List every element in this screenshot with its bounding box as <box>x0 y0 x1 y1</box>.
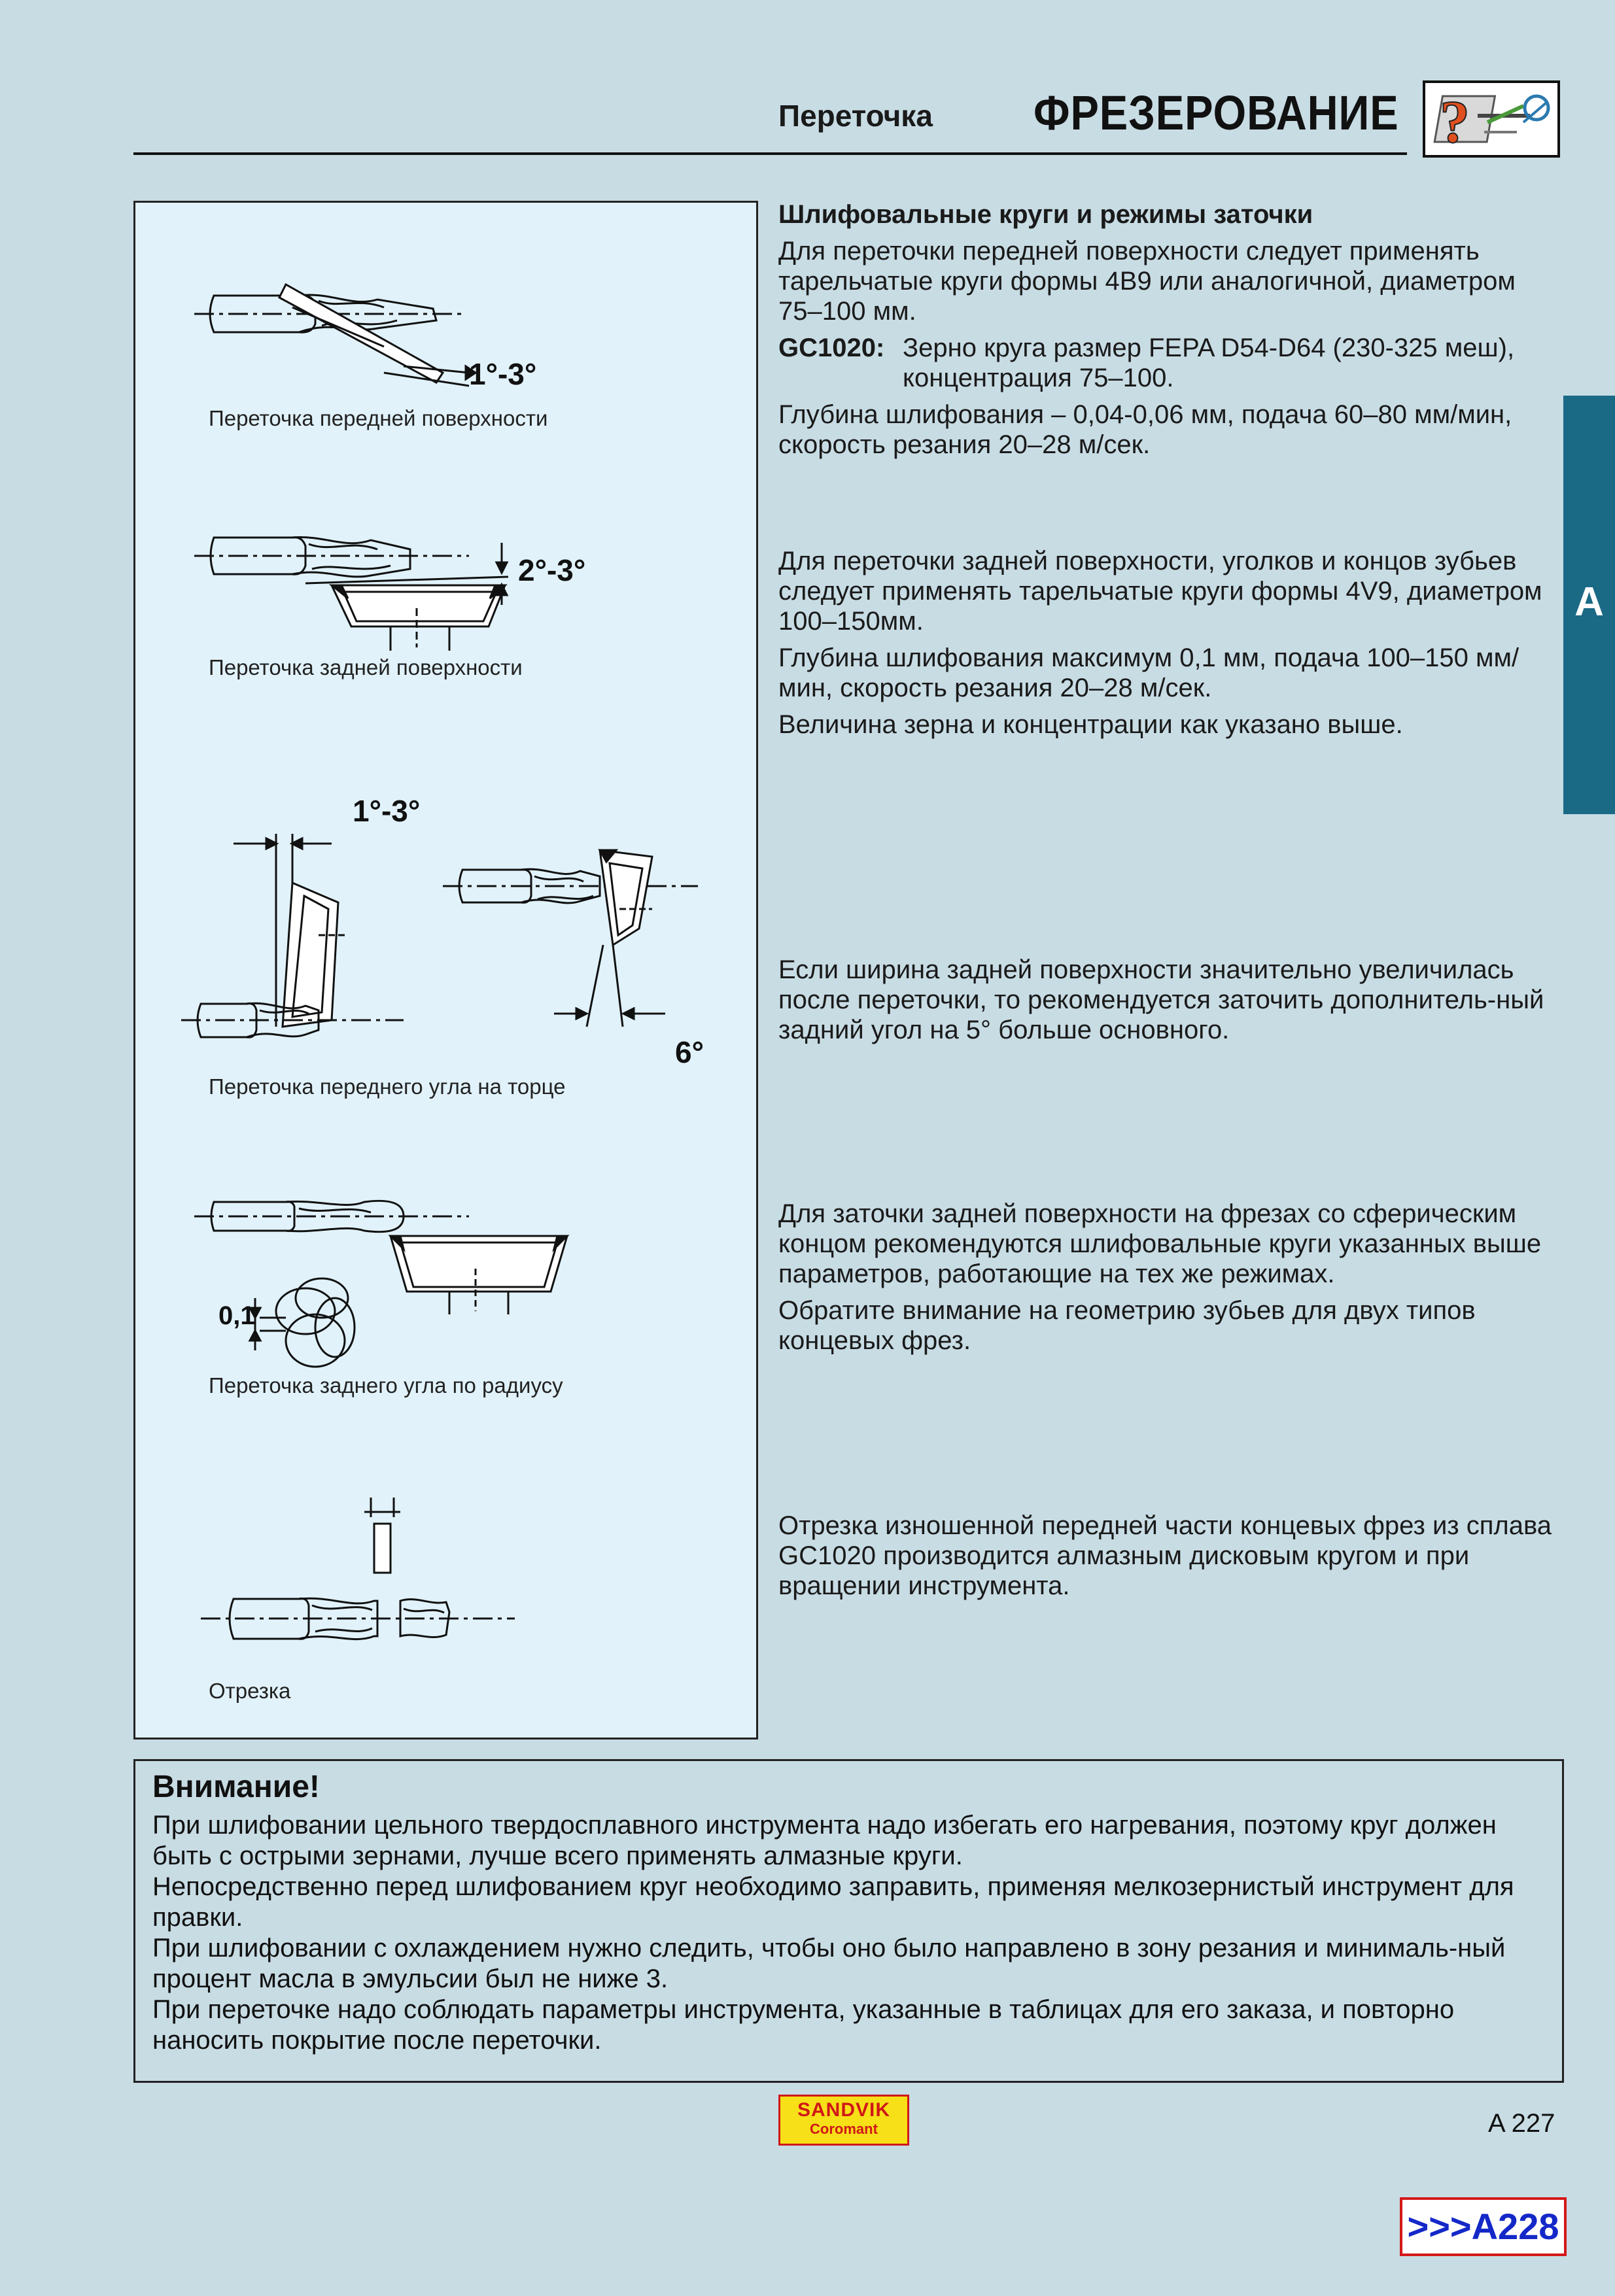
face-rake-angle-regrind-drawing <box>181 831 744 1086</box>
question-tools-icon <box>1423 80 1560 158</box>
figure-3-angle-top: 1°-3° <box>353 794 421 828</box>
rake-face-regrind-drawing <box>188 268 593 419</box>
grade-label: GC1020: <box>778 334 885 362</box>
figure-2-caption: Переточка задней поверхности <box>209 655 523 679</box>
warning-paragraph: При переточке надо соблюдать параметры инструмента, указанные в таблицах для его заказа, и повторно наносить покрытие после переточки. <box>152 1995 1455 2055</box>
text-section-1 <box>778 199 1563 466</box>
figure-panel <box>133 201 758 1739</box>
section-tab-letter: A <box>1574 579 1604 625</box>
section-subtitle: Переточка <box>778 99 933 133</box>
ball-nose-clearance-regrind-drawing <box>194 1190 665 1380</box>
logo-brand: SANDVIK <box>797 2099 890 2121</box>
text-section-3 <box>778 955 1563 1052</box>
figure-1-angle: 1°-3° <box>469 357 537 391</box>
warning-body <box>152 1810 1552 2056</box>
paragraph: Отрезка изношенной передней части концевых фрез из сплава GC1020 производится алмазным дисковым кругом и при вращении инструмента. <box>778 1511 1552 1600</box>
page-number: A 227 <box>1488 2109 1555 2138</box>
grade-description: Зерно круга размер FEPA D54-D64 (230-325 меш), концентрация 75–100. <box>903 334 1515 392</box>
paragraph: Глубина шлифования максимум 0,1 мм, подача 100–150 мм/мин, скорость резания 20–28 м/сек. <box>778 643 1519 702</box>
cutoff-drawing <box>201 1498 580 1661</box>
text-section-5 <box>778 1511 1563 1607</box>
paragraph: Глубина шлифования – 0,04-0,06 мм, подача 60–80 мм/мин, скорость резания 20–28 м/сек. <box>778 400 1512 459</box>
paragraph: Для переточки задней поверхности, уголков и концов зубьев следует применять тарельчатые круги формы 4V9, диаметром 100–150мм. <box>778 547 1542 636</box>
figure-3-caption: Переточка переднего угла на торце <box>209 1074 566 1099</box>
svg-text:?: ? <box>1440 88 1470 155</box>
warning-paragraph: Непосредственно перед шлифованием круг необходимо заправить, применяя мелкозернистый инструмент для правки. <box>152 1872 1514 1932</box>
page-title: ФРЕЗЕРОВАНИЕ <box>1033 86 1399 140</box>
logo-subbrand: Coromant <box>810 2121 878 2137</box>
header-divider <box>133 152 1407 155</box>
paragraph: Если ширина задней поверхности значительно увеличилась после переточки, то рекомендуется заточить дополнитель-ный задний угол на 5° больше основного. <box>778 955 1544 1044</box>
figure-4-caption: Переточка заднего угла по радиусу <box>209 1373 563 1397</box>
paragraph: Для заточки задней поверхности на фрезах со сферическим концом рекомендуются шлифовальные круги указанных выше параметров, работающие на тех же режимах. <box>778 1199 1542 1288</box>
paragraph: Величина зерна и концентрации как указано выше. <box>778 710 1403 739</box>
figure-4-dimension: 0,1 <box>218 1301 255 1330</box>
warning-paragraph: При шлифовании цельного твердосплавного инструмента надо избегать его нагревания, поэтому круг должен быть с острыми зернами, лучше всего применять алмазные круги. <box>152 1811 1497 1870</box>
section-heading: Шлифовальные круги и режимы заточки <box>778 200 1313 229</box>
paragraph: Обратите внимание на геометрию зубьев для двух типов концевых фрез. <box>778 1296 1476 1355</box>
figure-1-caption: Переточка передней поверхности <box>209 406 548 430</box>
text-section-4 <box>778 1199 1563 1362</box>
flank-face-regrind-drawing <box>194 517 639 660</box>
figure-2-angle: 2°-3° <box>518 553 586 587</box>
warning-title: Внимание! <box>152 1770 320 1804</box>
figure-5-caption: Отрезка <box>209 1679 291 1703</box>
section-tab[interactable] <box>1563 396 1615 814</box>
figure-3-angle-side: 6° <box>675 1035 704 1069</box>
paragraph: Для переточки передней поверхности следует применять тарельчатые круги формы 4B9 или аналогичной, диаметром 75–100 мм. <box>778 237 1516 326</box>
warning-paragraph: При шлифовании с охлаждением нужно следить, чтобы оно было направлено в зону резания и минималь-ный процент масла в эмульсии был не ниже 3. <box>152 1934 1506 1993</box>
sandvik-logo <box>778 2095 909 2146</box>
next-page-link[interactable]: >>>A228 <box>1400 2197 1567 2256</box>
text-section-2 <box>778 546 1563 746</box>
